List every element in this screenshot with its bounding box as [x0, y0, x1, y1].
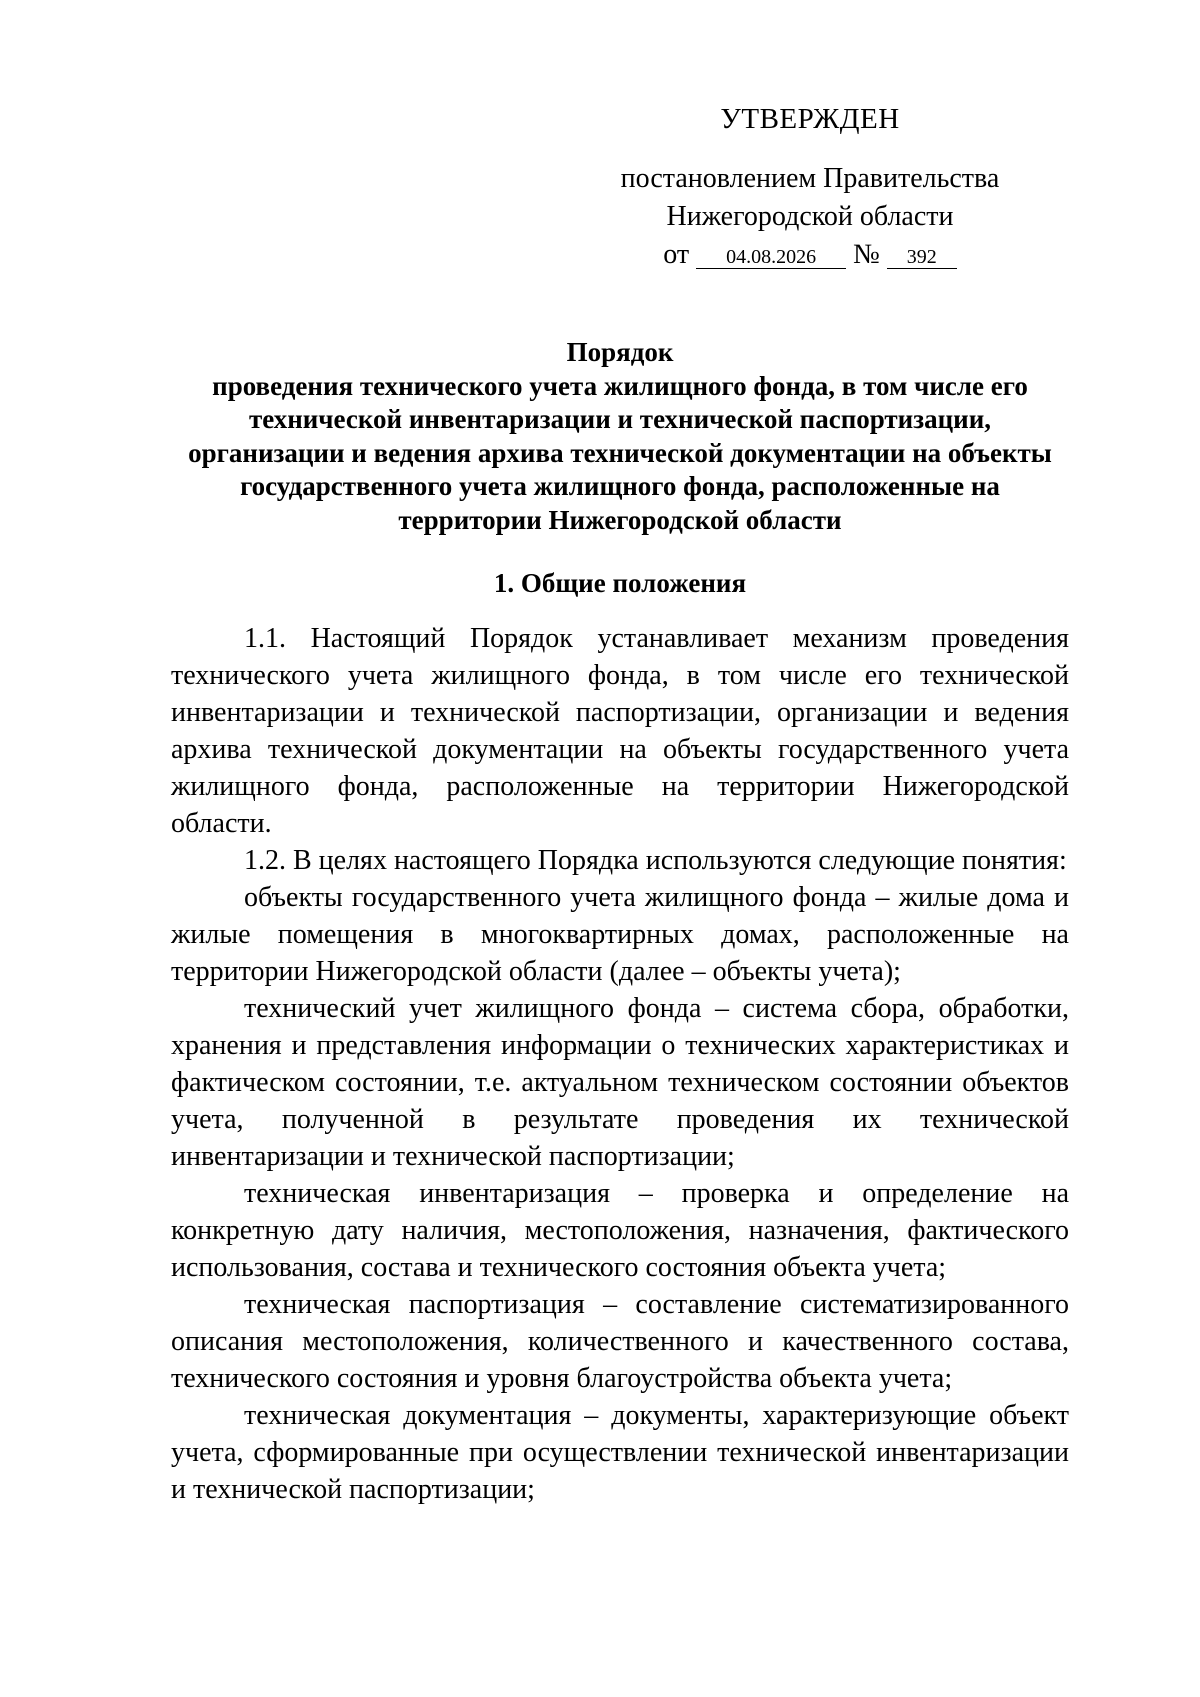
approval-line-2: Нижегородской области	[666, 201, 954, 232]
section-heading: 1. Общие положения	[493, 568, 747, 598]
approval-date: 04.08.2026	[696, 246, 846, 269]
document-title	[170, 336, 1070, 537]
approval-heading: УТВЕРЖДЕН	[720, 103, 900, 135]
number-sign: №	[853, 239, 880, 270]
title-line-1: Порядок	[566, 337, 674, 367]
definition-technical-documentation: техническая документация – документы, характеризующие объект учета, сформированные при осуществлении технической инвентаризации и технической паспортизации;	[171, 1400, 1069, 1505]
approval-block	[600, 100, 1020, 274]
date-prefix: от	[663, 239, 690, 270]
definition-objects: объекты государственного учета жилищного фонда – жилые дома и жилые помещения в многоквартирных домах, расположенные на территории Нижегородской области (далее – объекты учета);	[171, 882, 1069, 987]
approval-date-line	[600, 236, 1020, 274]
paragraph-1-1: 1.1. Настоящий Порядок устанавливает механизм проведения технического учета жилищного фонда, в том числе его технической инвентаризации и технической паспортизации, организации и ведения архива технической документации на объекты государственного учета жилищного фонда, расположенные на территории Нижегородской области.	[171, 623, 1069, 839]
title-line-5: государственного учета жилищного фонда, расположенные на	[240, 471, 1000, 501]
title-line-6: территории Нижегородской области	[398, 504, 842, 535]
paragraph-1-2: 1.2. В целях настоящего Порядка используются следующие понятия:	[244, 845, 1067, 876]
title-line-2: проведения технического учета жилищного фонда, в том числе его	[212, 370, 1028, 401]
approval-line-1: постановлением Правительства	[620, 163, 1000, 194]
definition-technical-inventory: техническая инвентаризация – проверка и определение на конкретную дату наличия, местоположения, назначения, фактического использования, состава и технического состояния объекта учета;	[171, 1178, 1069, 1283]
title-line-4: организации и ведения архива технической документации на объекты	[188, 437, 1052, 468]
title-line-3: технической инвентаризации и технической паспортизации,	[248, 404, 992, 434]
document-body	[171, 620, 1069, 1508]
approval-number: 392	[887, 246, 957, 269]
definition-technical-accounting: технический учет жилищного фонда – система сбора, обработки, хранения и представления информации о технических характеристиках и фактическом состоянии, т.е. актуальном техническом состоянии объектов учета, полученной в результате проведения их технической инвентаризации и технической паспортизации;	[171, 993, 1069, 1172]
definition-technical-passportization: техническая паспортизация – составление систематизированного описания местоположения, количественного и качественного состава, технического состояния и уровня благоустройства объекта учета;	[171, 1289, 1069, 1394]
